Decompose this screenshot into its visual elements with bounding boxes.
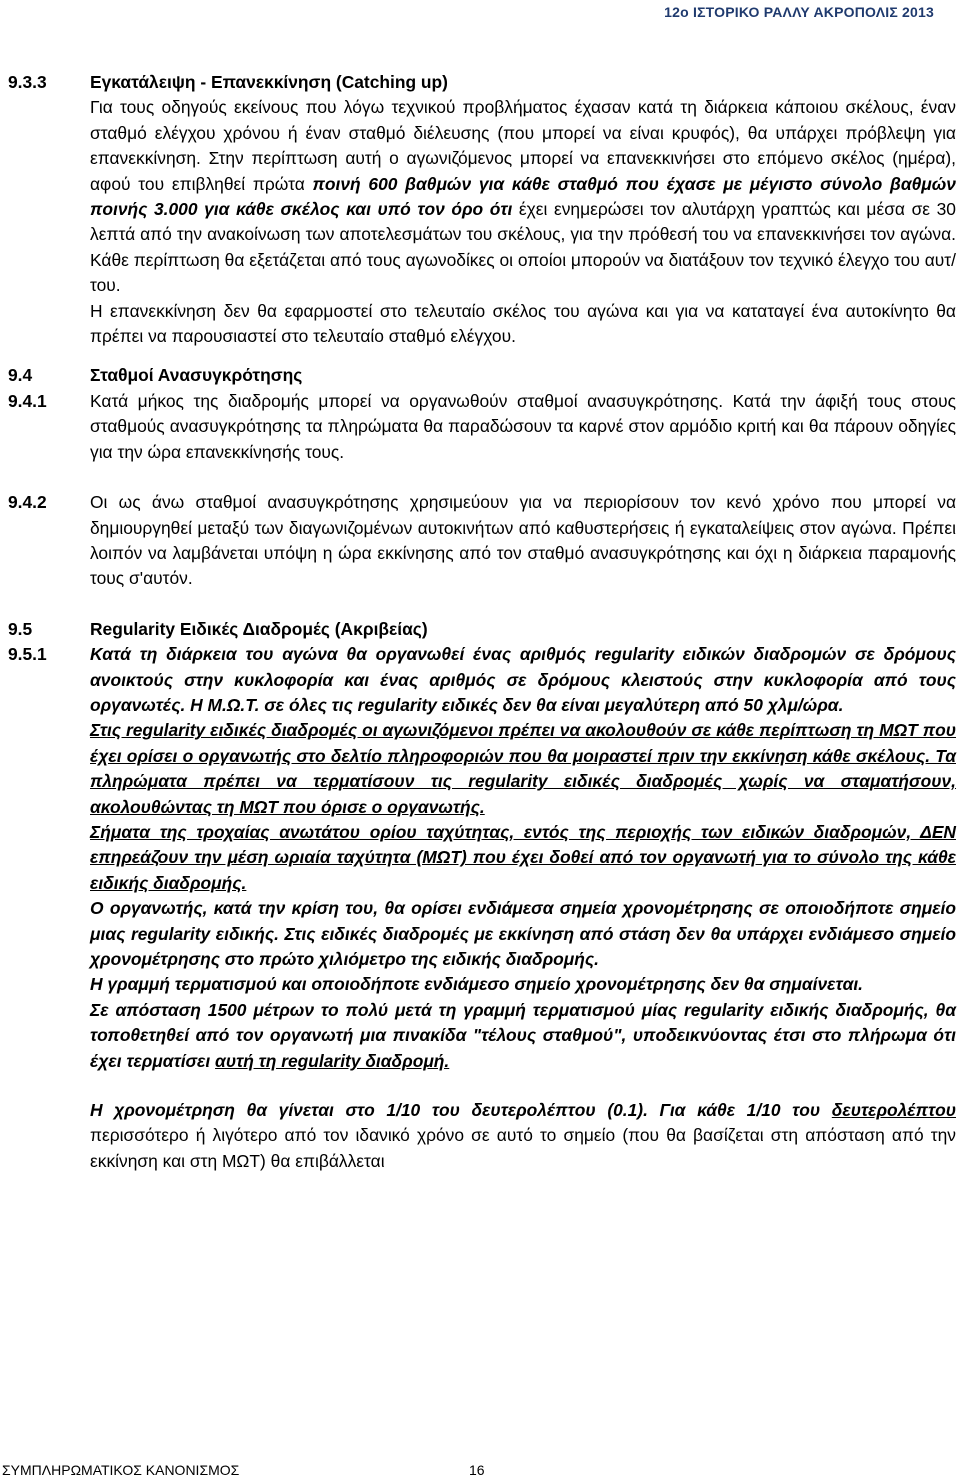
section-9-5 xyxy=(8,617,956,642)
paragraph: Η γραμμή τερματισμού και οποιοδήποτε ενδιάμεσο σημείο χρονομέτρησης δεν θα σημαίνεται. xyxy=(90,974,864,995)
penalty-emphasis: ποινή 600 βαθμών για κάθε σταθμό που έχασε με μέγιστο σύνολο βαθμών ποινής 3.000 για κάθε σκέλος και υπό τον όρο ότι xyxy=(90,173,956,220)
section-number: 9.5.1 xyxy=(8,644,47,665)
paragraph-text: έχει ενημερώσει τον αλυτάρχη γραπτώς και μέσα σε 30 λεπτά από την ανακοίνωση των αποτελεσμάτων του σκέλους, για την πρόθεσή του να επανεκκινήσει τον αγώνα. Κάθε περίπτωση θα εξετάζεται από τους αγωνοδίκες οι οποίοι μπορούν να διατάξουν τον τεχνικό έλεγχο του αυτ/του. xyxy=(90,199,956,296)
paragraph: Σήματα της τροχαίας ανωτάτου ορίου ταχύτητας, εντός της περιοχής των ειδικών διαδρομών, ΔΕΝ επηρεάζουν την μέση ωριαία ταχύτητα (ΜΩΤ) που έχει δοθεί από τον οργανωτή για το σύνολο της κάθε ειδικής διαδρομής. xyxy=(90,821,956,893)
section-9-5-1 xyxy=(8,642,956,1174)
section-body xyxy=(90,70,956,349)
section-number: 9.3.3 xyxy=(8,72,47,92)
paragraph-text: περισσότερο ή λιγότερο από τον ιδανικό χρόνο σε αυτό το σημείο (που θα βασίζεται στη απόσταση από την εκκίνηση και στη ΜΩΤ) θα επιβάλλεται xyxy=(90,1125,956,1171)
paragraph-text: Για τους οδηγούς εκείνους που λόγω τεχνικού προβλήματος έχασαν κατά τη διάρκεια κάποιου σκέλους, έναν σταθμό ελέγχου χρόνου ή έναν σταθμό διέλευσης (που μπορεί να είναι κρυφός), θα υπάρχει πρόβλεψη για επανεκκίνηση. Στην περίπτωση αυτή ο αγωνιζόμενος μπορεί να επανεκκινήσει στο επόμενο σκέλος (ημέρα), αφού του επιβληθεί πρώτα xyxy=(90,97,956,194)
paragraph xyxy=(90,95,956,298)
paragraph: Η επανεκκίνηση δεν θα εφαρμοστεί στο τελευταίο σκέλος του αγώνα και για να καταταγεί ένα αυτοκίνητο θα πρέπει να παρουσιαστεί στο τελευταίο σταθμό ελέγχου. xyxy=(90,300,956,347)
paragraph xyxy=(90,1098,956,1174)
paragraph: Στις regularity ειδικές διαδρομές οι αγωνιζόμενοι πρέπει να ακολουθούν σε κάθε περίπτωση τη ΜΩΤ που έχει ορίσει ο οργανωτής στο δελτίο πληροφοριών που θα μοιραστεί πριν την εκκίνηση κάθε σκέλους. Τα πληρώματα πρέπει να τερματίσουν τις regularity ειδικές διαδρομές χωρίς να σταματήσουν, ακολουθώντας τη ΜΩΤ που όρισε ο οργανωτής. xyxy=(90,720,956,817)
section-title: Regularity Ειδικές Διαδρομές (Ακριβείας) xyxy=(90,618,428,639)
section-9-3-3 xyxy=(8,70,956,349)
section-number: 9.4.1 xyxy=(8,390,47,411)
section-9-4 xyxy=(8,363,956,388)
document-body xyxy=(8,70,956,1174)
paragraph xyxy=(90,998,956,1074)
footer-title: ΣΥΜΠΛΗΡΩΜΑΤΙΚΟΣ ΚΑΝΟΝΙΣΜΟΣ xyxy=(2,1462,240,1478)
underlined-text: δευτερολέπτου xyxy=(831,1100,956,1121)
running-header: 12ο ΙΣΤΟΡΙΚΟ ΡΑΛΛΥ ΑΚΡΟΠΟΛΙΣ 2013 xyxy=(664,4,934,20)
section-number: 9.5 xyxy=(8,618,33,639)
section-9-4-2 xyxy=(8,490,956,592)
paragraph: Οι ως άνω σταθμοί ανασυγκρότησης χρησιμεύουν για να περιορίσουν τον κενό χρόνο που μπορεί να δημιουργηθεί μεταξύ των διαγωνιζομένων αυτοκινήτων από καθυστερήσεις ή εγκαταλείψεις στον αγώνα. Πρέπει λοιπόν να λαμβάνεται υπόψη η ώρα εκκίνησης από τον σταθμό ανασυγκρότησης και όχι η διάρκεια παραμονής τους σ'αυτόν. xyxy=(90,492,956,589)
section-title: Σταθμοί Ανασυγκρότησης xyxy=(90,365,303,386)
paragraph: Ο οργανωτής, κατά την κρίση του, θα ορίσει ενδιάμεσα σημεία χρονομέτρησης σε οποιοδήποτε σημείο μιας regularity ειδικής. Στις ειδικές διαδρομές με εκκίνηση από στάση δεν θα υπάρχει ενδιάμεσο σημείο χρονομέτρησης στο πρώτο χιλιόμετρο της ειδικής διαδρομής. xyxy=(90,898,956,969)
section-number: 9.4 xyxy=(8,365,33,386)
timing-emphasis: Η χρονομέτρηση θα γίνεται στο 1/10 του δευτερολέπτου (0.1). Για κάθε 1/10 του xyxy=(90,1100,832,1121)
underlined-text: αυτή τη regularity διαδρομή. xyxy=(215,1050,450,1071)
section-9-4-1 xyxy=(8,389,956,465)
section-title: Εγκατάλειψη - Επανεκκίνηση (Catching up) xyxy=(90,72,448,92)
page-number: 16 xyxy=(469,1462,485,1478)
paragraph-text: Σε απόσταση 1500 μέτρων το πολύ μετά τη γραμμή τερματισμού μίας regularity ειδικής διαδρομής, θα τοποθετηθεί από τον οργανωτή μια πινακίδα "τέλους σταθμού", υποδεικνύοντας έτσι στο πλήρωμα ότι έχει τερματίσει xyxy=(90,999,956,1071)
paragraph: Κατά μήκος της διαδρομής μπορεί να οργανωθούν σταθμοί ανασυγκρότησης. Κατά την άφιξή τους στους σταθμούς ανασυγκρότησης τα πληρώματα θα παραδώσουν τα καρνέ στον αρμόδιο κριτή και θα πάρουν οδηγίες για την ώρα επανεκκίνησής τους. xyxy=(90,390,956,462)
paragraph: Κατά τη διάρκεια του αγώνα θα οργανωθεί ένας αριθμός regularity ειδικών διαδρομών σε δρόμους ανοικτούς στην κυκλοφορία και ένας αριθμός σε δρόμους κλειστούς στην κυκλοφορία από τους οργανωτές. Η Μ.Ω.Τ. σε όλες τις regularity ειδικές δεν θα είναι μεγαλύτερη από 50 χλμ/ώρα. xyxy=(90,644,956,715)
section-body xyxy=(90,642,956,1174)
section-number: 9.4.2 xyxy=(8,492,47,513)
